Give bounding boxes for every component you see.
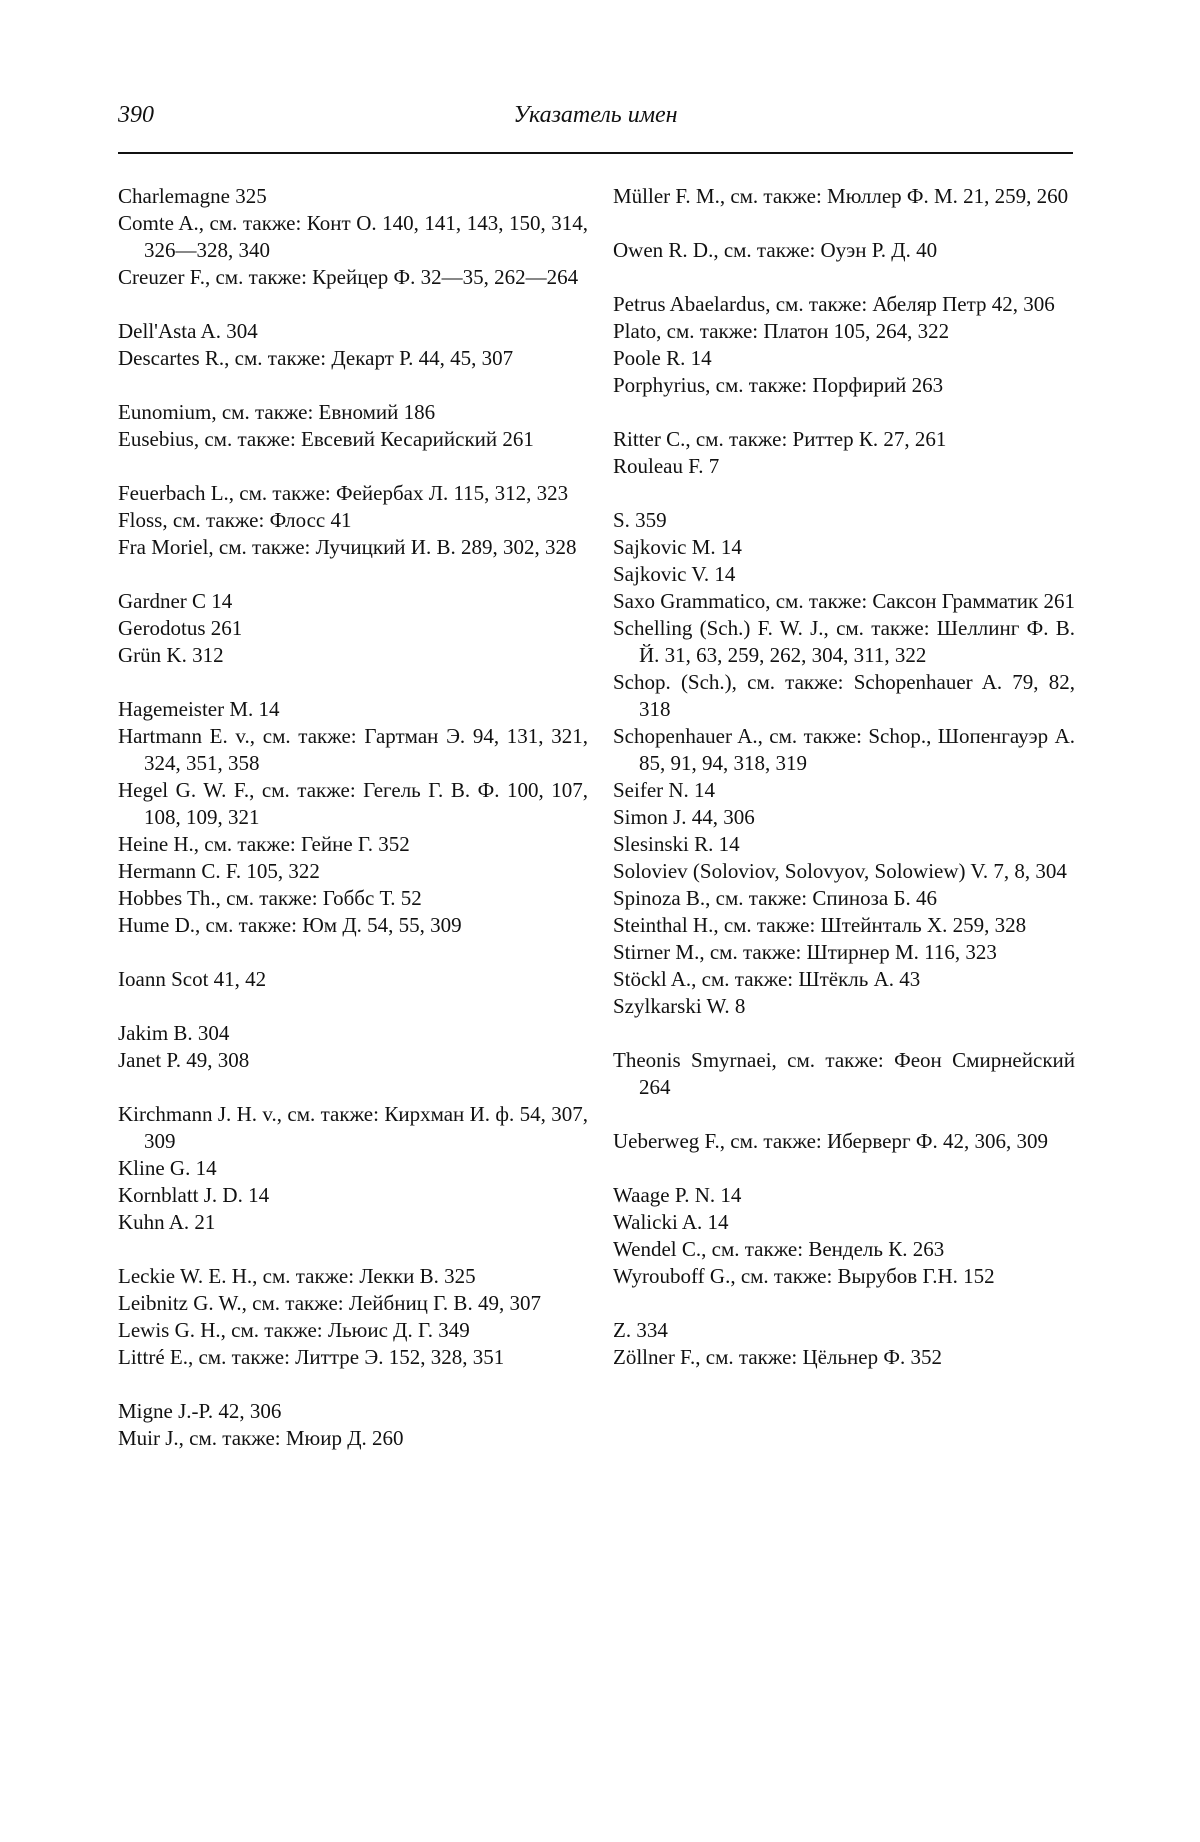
index-entry: Kirchmann J. H. v., см. также: Кирхман И. ф. 54, 307, 309 <box>118 1102 588 1153</box>
index-entry: Zöllner F., см. также: Цёльнер Ф. 352 <box>613 1345 942 1369</box>
index-entry: Floss, см. также: Флосс 41 <box>118 508 352 532</box>
index-entry: Kornblatt J. D. 14 <box>118 1183 270 1207</box>
index-entry: Fra Moriel, см. также: Лучицкий И. В. 289, 302, 328 <box>118 535 577 559</box>
index-entry: Rouleau F. 7 <box>613 454 720 478</box>
index-entry: Plato, см. также: Платон 105, 264, 322 <box>613 319 950 343</box>
page-header <box>118 102 1073 142</box>
page-number: 390 <box>118 102 154 128</box>
index-entry: Eunomium, см. также: Евномий 186 <box>118 400 436 424</box>
index-entry: Schopenhauer A., см. также: Schop., Шопенгауэр А. 85, 91, 94, 318, 319 <box>613 724 1075 775</box>
index-entry: Feuerbach L., см. также: Фейербах Л. 115, 312, 323 <box>118 481 569 505</box>
index-entry: Hagemeister M. 14 <box>118 697 280 721</box>
index-entry: Kline G. 14 <box>118 1156 217 1180</box>
index-entry: Szylkarski W. 8 <box>613 994 746 1018</box>
header-rule <box>118 152 1073 154</box>
index-entry: Ioann Scot 41, 42 <box>118 967 267 991</box>
index-entry: Soloviev (Soloviov, Solovyov, Solowiew) V. 7, 8, 304 <box>613 859 1067 883</box>
running-title: Указатель имен <box>513 102 678 128</box>
index-entry: Eusebius, см. также: Евсевий Кесарийский 261 <box>118 427 534 451</box>
index-entry: Steinthal H., см. также: Штейнталь Х. 259, 328 <box>613 913 1027 937</box>
index-entry: Hume D., см. также: Юм Д. 54, 55, 309 <box>118 913 462 937</box>
index-entry: Wyrouboff G., см. также: Вырубов Г.Н. 152 <box>613 1264 995 1288</box>
index-entry: Theonis Smyrnaei, см. также: Феон Смирнейский 264 <box>613 1048 1075 1099</box>
index-entry: Gerodotus 261 <box>118 616 243 640</box>
index-entry: Ritter C., см. также: Риттер К. 27, 261 <box>613 427 947 451</box>
index-column-left <box>118 183 588 1452</box>
index-entry: Dell'Asta A. 304 <box>118 319 258 343</box>
index-entry: Grün K. 312 <box>118 643 224 667</box>
index-entry: Stirner M., см. также: Штирнер М. 116, 323 <box>613 940 997 964</box>
index-entry: Müller F. M., см. также: Мюллер Ф. М. 21, 259, 260 <box>613 184 1069 208</box>
index-entry: Sajkovic M. 14 <box>613 535 742 559</box>
index-entry: Owen R. D., см. также: Оуэн Р. Д. 40 <box>613 238 938 262</box>
index-entry: Comte A., см. также: Конт О. 140, 141, 143, 150, 314, 326—328, 340 <box>118 211 588 262</box>
index-entry: Hegel G. W. F., см. также: Гегель Г. В. Ф. 100, 107, 108, 109, 321 <box>118 778 588 829</box>
index-entry: Creuzer F., см. также: Крейцер Ф. 32—35, 262—264 <box>118 265 579 289</box>
index-entry: Schop. (Sch.), см. также: Schopenhauer A. 79, 82, 318 <box>613 670 1075 721</box>
index-entry: Simon J. 44, 306 <box>613 805 755 829</box>
index-entry: Stöckl A., см. также: Штёкль А. 43 <box>613 967 921 991</box>
index-entry: Muir J., см. также: Мюир Д. 260 <box>118 1426 404 1450</box>
index-entry: Porphyrius, см. также: Порфирий 263 <box>613 373 944 397</box>
index-entry: Janet P. 49, 308 <box>118 1048 250 1072</box>
index-entry: Seifer N. 14 <box>613 778 716 802</box>
index-entry: Waage P. N. 14 <box>613 1183 742 1207</box>
index-entry: Leckie W. E. H., см. также: Лекки В. 325 <box>118 1264 476 1288</box>
index-entry: Charlemagne 325 <box>118 184 267 208</box>
index-entry: Ueberweg F., см. также: Иберверг Ф. 42, 306, 309 <box>613 1129 1048 1153</box>
index-entry: Schelling (Sch.) F. W. J., см. также: Шеллинг Ф. В. Й. 31, 63, 259, 262, 304, 311, 322 <box>613 616 1075 667</box>
index-entry: Hermann C. F. 105, 322 <box>118 859 320 883</box>
index-entry: Leibnitz G. W., см. также: Лейбниц Г. В. 49, 307 <box>118 1291 541 1315</box>
index-entry: Jakim B. 304 <box>118 1021 230 1045</box>
index-entry: Lewis G. H., см. также: Льюис Д. Г. 349 <box>118 1318 470 1342</box>
index-entry: Saxo Grammatico, см. также: Саксон Грамматик 261 <box>613 589 1075 613</box>
index-entry: S. 359 <box>613 508 667 532</box>
index-entry: Descartes R., см. также: Декарт Р. 44, 45, 307 <box>118 346 514 370</box>
index-entry: Walicki A. 14 <box>613 1210 729 1234</box>
index-entry: Z. 334 <box>613 1318 668 1342</box>
index-entry: Sajkovic V. 14 <box>613 562 736 586</box>
index-entry: Migne J.-P. 42, 306 <box>118 1399 282 1423</box>
index-entry: Petrus Abaelardus, см. также: Абеляр Петр 42, 306 <box>613 292 1055 316</box>
index-column-right <box>613 183 1075 1371</box>
index-entry: Spinoza B., см. также: Спиноза Б. 46 <box>613 886 938 910</box>
index-entry: Littré E., см. также: Литтре Э. 152, 328, 351 <box>118 1345 505 1369</box>
index-entry: Kuhn A. 21 <box>118 1210 216 1234</box>
index-entry: Gardner C 14 <box>118 589 233 613</box>
index-entry: Poole R. 14 <box>613 346 712 370</box>
index-entry: Hobbes Th., см. также: Гоббс Т. 52 <box>118 886 422 910</box>
index-entry: Wendel C., см. также: Вендель К. 263 <box>613 1237 945 1261</box>
index-entry: Hartmann E. v., см. также: Гартман Э. 94, 131, 321, 324, 351, 358 <box>118 724 588 775</box>
index-entry: Slesinski R. 14 <box>613 832 740 856</box>
index-entry: Heine H., см. также: Гейне Г. 352 <box>118 832 410 856</box>
